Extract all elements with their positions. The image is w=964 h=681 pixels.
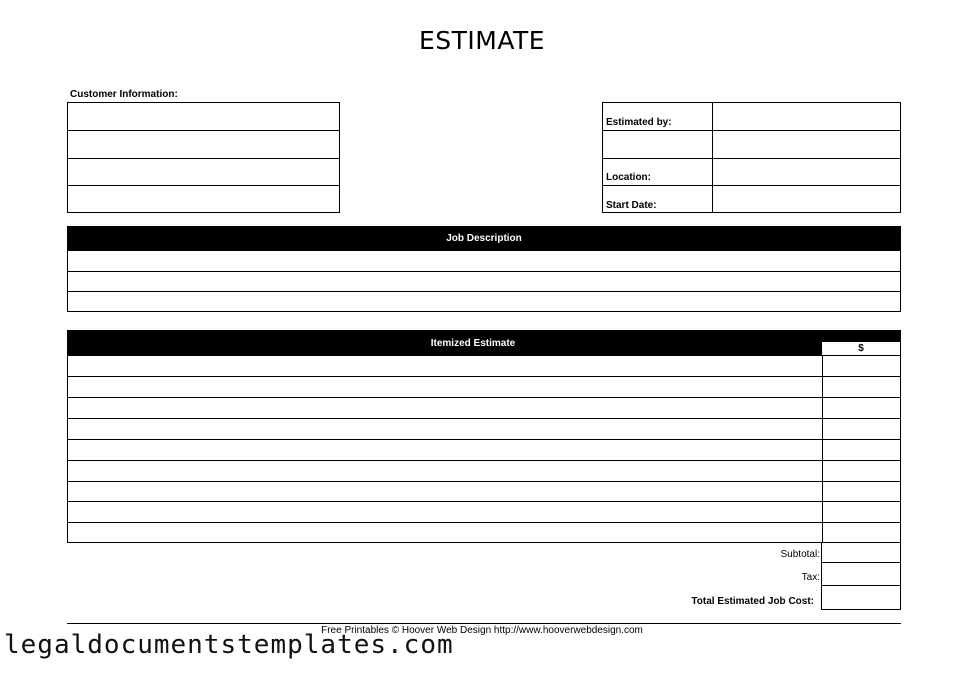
item-description-input-6[interactable] bbox=[68, 461, 821, 480]
start-date-input[interactable] bbox=[713, 186, 900, 212]
customer-line-3-input[interactable] bbox=[68, 158, 339, 184]
footer-divider bbox=[67, 623, 901, 624]
item-amount-input-3[interactable] bbox=[822, 398, 900, 417]
item-description-input-9[interactable] bbox=[68, 523, 821, 542]
item-description-input-7[interactable] bbox=[68, 481, 821, 500]
job-description-line-2-input[interactable] bbox=[68, 271, 900, 290]
page-title: ESTIMATE bbox=[418, 26, 546, 55]
item-amount-input-7[interactable] bbox=[822, 481, 900, 500]
itemized-estimate-title: Itemized Estimate bbox=[430, 338, 516, 349]
item-amount-input-8[interactable] bbox=[822, 502, 900, 521]
item-amount-input-1[interactable] bbox=[822, 356, 900, 375]
estimated-by-extra-input[interactable] bbox=[713, 131, 900, 157]
estimated-by-label: Estimated by: bbox=[606, 117, 672, 128]
item-description-input-5[interactable] bbox=[68, 440, 821, 459]
item-description-input-1[interactable] bbox=[68, 356, 821, 375]
total-estimated-job-cost-input[interactable] bbox=[821, 585, 901, 610]
tax-label: Tax: bbox=[801, 572, 820, 583]
item-description-input-3[interactable] bbox=[68, 398, 821, 417]
item-amount-input-4[interactable] bbox=[822, 419, 900, 438]
total-estimated-job-cost-label: Total Estimated Job Cost: bbox=[691, 596, 814, 607]
location-input[interactable] bbox=[713, 158, 900, 184]
location-label: Location: bbox=[606, 172, 651, 183]
job-description-line-3-input[interactable] bbox=[68, 291, 900, 310]
item-description-input-4[interactable] bbox=[68, 419, 821, 438]
estimated-by-input[interactable] bbox=[713, 103, 900, 129]
customer-line-2-input[interactable] bbox=[68, 131, 339, 157]
subtotal-label: Subtotal: bbox=[780, 549, 820, 560]
currency-symbol: $ bbox=[822, 342, 900, 356]
start-date-label: Start Date: bbox=[606, 200, 657, 211]
item-amount-input-9[interactable] bbox=[822, 523, 900, 542]
job-description-line-1-input[interactable] bbox=[68, 251, 900, 270]
itemized-estimate-header bbox=[67, 330, 901, 356]
subtotal-input[interactable] bbox=[821, 542, 901, 563]
customer-line-4-input[interactable] bbox=[68, 186, 339, 212]
item-description-input-8[interactable] bbox=[68, 502, 821, 521]
customer-line-1-input[interactable] bbox=[68, 103, 339, 129]
tax-input[interactable] bbox=[821, 562, 901, 586]
item-description-input-2[interactable] bbox=[68, 377, 821, 396]
item-amount-input-5[interactable] bbox=[822, 440, 900, 459]
watermark-text: legaldocumentstemplates.com bbox=[4, 630, 454, 660]
footer-credit: Free Printables © Hoover Web Design http://www.hooverwebdesign.com bbox=[321, 625, 643, 636]
item-amount-input-2[interactable] bbox=[822, 377, 900, 396]
item-amount-input-6[interactable] bbox=[822, 461, 900, 480]
job-description-header: Job Description bbox=[67, 226, 901, 251]
customer-information-label: Customer Information: bbox=[70, 89, 178, 100]
